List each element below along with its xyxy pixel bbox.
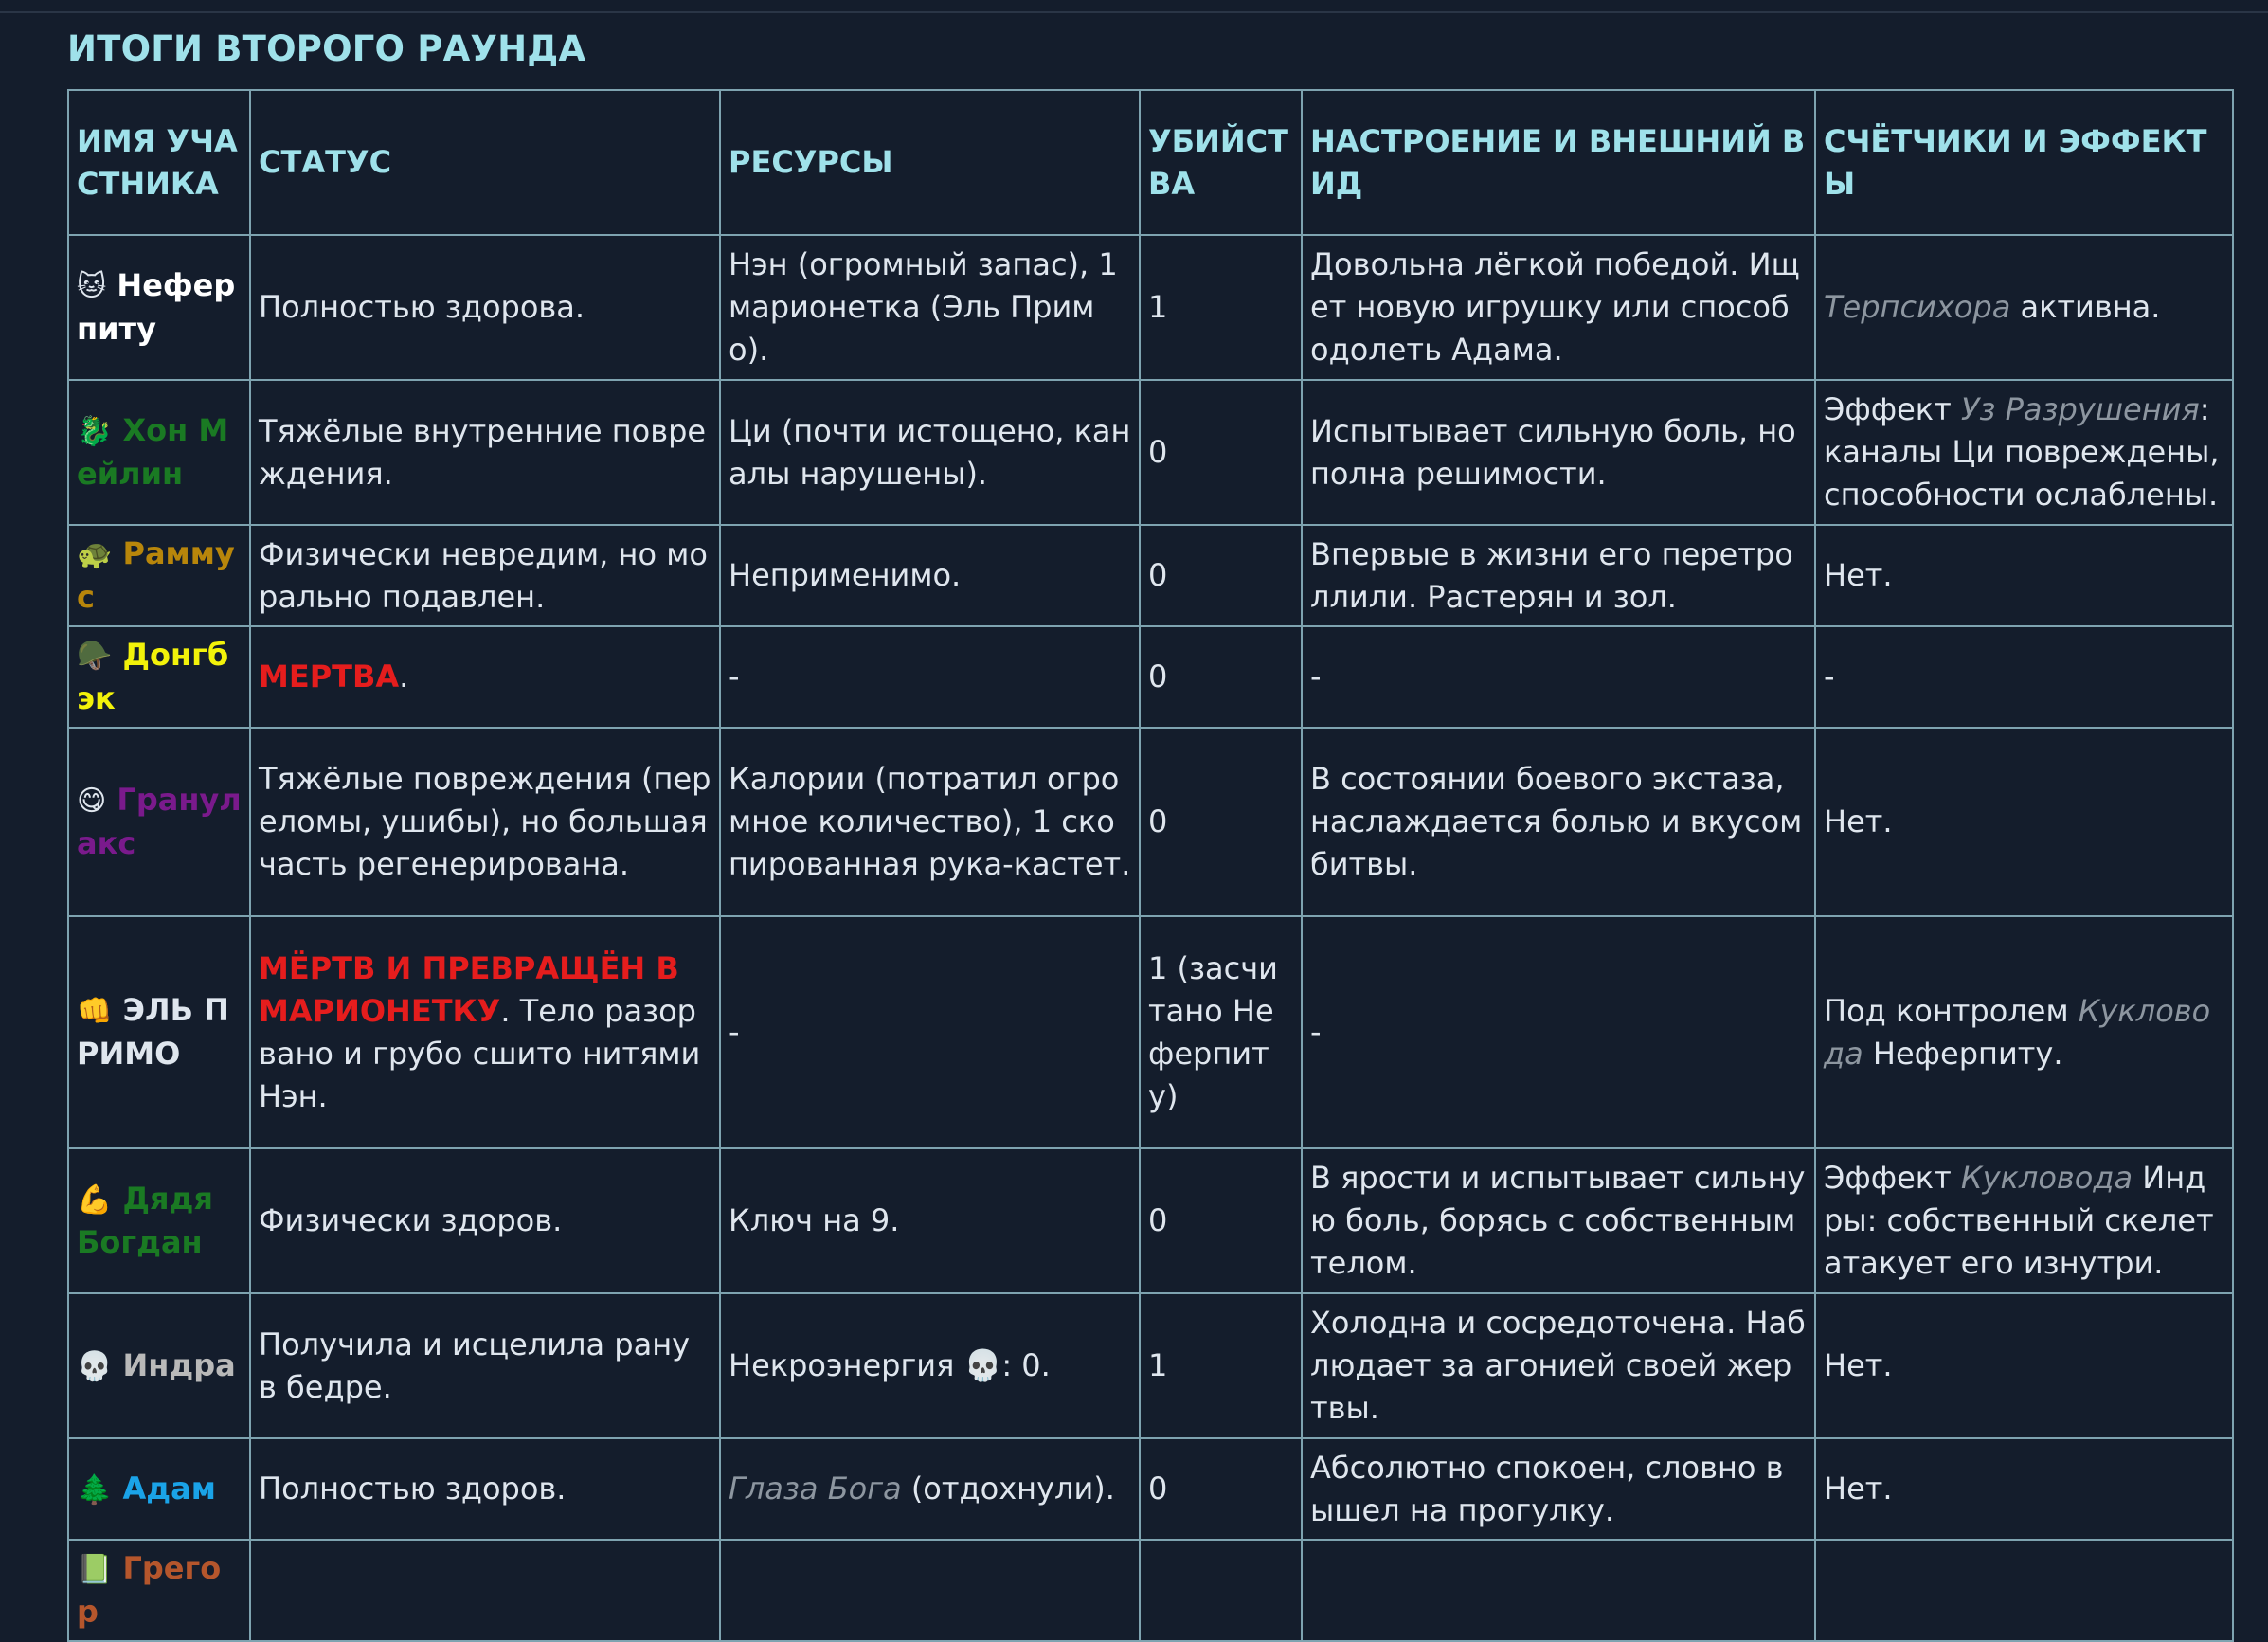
kills-cell (1140, 1540, 1302, 1641)
table-row (68, 916, 2233, 1148)
participant-name: Адам (112, 1470, 216, 1507)
cell-text: Неферпиту. (1863, 1035, 2063, 1072)
cell-text: Под контролем (1824, 992, 2079, 1029)
results-table (67, 89, 2234, 1642)
cell-text: Неприменимо. (729, 557, 962, 593)
participant-cell (68, 235, 250, 380)
kills-cell: 0 (1140, 728, 1302, 916)
kills-cell: 1 (засчитано Неферпиту) (1140, 916, 1302, 1148)
cell-text: - (1310, 1014, 1322, 1050)
dragon-icon: 🐉 (77, 415, 113, 448)
cell-text: Впервые в жизни его перетроллили. Растерян и зол. (1310, 535, 1793, 615)
resources-cell (720, 525, 1140, 626)
resources-cell (720, 1293, 1140, 1438)
effects-cell (1815, 626, 2233, 728)
participant-cell (68, 1293, 250, 1438)
resources-cell (720, 380, 1140, 525)
table-row (68, 728, 2233, 916)
participant-name: Грегор (77, 1550, 222, 1630)
green-book-icon: 📗 (77, 1553, 113, 1586)
yum-face-icon: 😋 (77, 785, 107, 818)
cell-text: Тяжёлые внутренние повреждения. (259, 412, 707, 492)
skull-icon: 💀 (77, 1349, 113, 1383)
emphasis-text: Глаза Бога (729, 1471, 902, 1507)
effects-cell (1815, 1148, 2233, 1293)
mood-cell (1302, 235, 1815, 380)
resources-cell (720, 1148, 1140, 1293)
table-row (68, 626, 2233, 728)
effects-cell (1815, 728, 2233, 916)
status-cell (250, 1438, 720, 1540)
effects-cell (1815, 1293, 2233, 1438)
cell-text: (отдохнули). (901, 1471, 1115, 1507)
flexed-biceps-icon: 💪 (77, 1183, 113, 1217)
cell-text: Эффект (1824, 391, 1961, 427)
participant-name: Донгбэк (77, 637, 229, 716)
cell-text: Нэн (огромный запас), 1 марионетка (Эль Примо). (729, 246, 1118, 368)
cell-text: . (399, 659, 409, 695)
column-header-status: СТАТУС (250, 90, 720, 235)
cell-text: Некроэнергия 💀: 0. (729, 1347, 1051, 1383)
emphasis-text: Кукловода (1824, 992, 2211, 1072)
cat-icon: 🐱 (77, 270, 107, 303)
page-title: ИТОГИ ВТОРОГО РАУНДА (67, 28, 586, 69)
participant-name: Неферпиту (77, 267, 236, 347)
cell-text: Полностью здоров. (259, 1471, 567, 1507)
kills-cell: 1 (1140, 1293, 1302, 1438)
column-header-effects: СЧЁТЧИКИ И ЭФФЕКТЫ (1815, 90, 2233, 235)
cell-text: Физически невредим, но морально подавлен. (259, 535, 708, 615)
resources-cell (720, 235, 1140, 380)
table-row (68, 1293, 2233, 1438)
effects-cell (1815, 380, 2233, 525)
participant-cell (68, 1540, 250, 1641)
column-header-kills: УБИЙСТВА (1140, 90, 1302, 235)
cell-text: Абсолютно спокоен, словно вышел на прогулку. (1310, 1449, 1784, 1528)
mood-cell (1302, 1293, 1815, 1438)
cell-text: Полностью здорова. (259, 289, 585, 325)
mood-cell (1302, 525, 1815, 626)
resources-cell (720, 916, 1140, 1148)
mood-cell (1302, 626, 1815, 728)
status-cell (250, 1293, 720, 1438)
resources-cell (720, 1540, 1140, 1641)
resources-cell (720, 728, 1140, 916)
participant-cell (68, 525, 250, 626)
resources-cell (720, 626, 1140, 728)
top-divider (0, 11, 2268, 13)
status-cell (250, 728, 720, 916)
participant-name: Дядя Богдан (77, 1181, 213, 1260)
table-row (68, 1540, 2233, 1641)
resources-cell (720, 1438, 1140, 1540)
status-cell (250, 916, 720, 1148)
participant-cell (68, 1148, 250, 1293)
death-status-text: МЁРТВ И ПРЕВРАЩЁН В МАРИОНЕТКУ (259, 949, 679, 1029)
status-cell (250, 626, 720, 728)
participant-name: Гранулакс (77, 782, 242, 861)
effects-cell (1815, 1540, 2233, 1641)
status-cell (250, 235, 720, 380)
emphasis-text: Кукловода (1960, 1160, 2133, 1196)
status-cell (250, 1148, 720, 1293)
kills-cell: 0 (1140, 1148, 1302, 1293)
kills-cell: 1 (1140, 235, 1302, 380)
participant-name: Хон Мейлин (77, 412, 229, 492)
table-row (68, 1438, 2233, 1540)
cell-text: Ключ на 9. (729, 1202, 900, 1238)
tree-icon: 🌲 (77, 1472, 113, 1507)
participant-name: Индра (112, 1346, 236, 1383)
status-cell (250, 1540, 720, 1641)
cell-text: В состоянии боевого экстаза, наслаждается болью и вкусом битвы. (1310, 761, 1803, 882)
effects-cell (1815, 916, 2233, 1148)
fist-icon: 👊 (77, 995, 113, 1028)
mood-cell (1302, 728, 1815, 916)
cell-text: Калории (потратил огромное количество), 1 скопированная рука-кастет. (729, 761, 1131, 882)
table-row (68, 1148, 2233, 1293)
column-header-mood: НАСТРОЕНИЕ И ВНЕШНИЙ ВИД (1302, 90, 1815, 235)
mood-cell (1302, 916, 1815, 1148)
helmet-icon: 🪖 (77, 640, 113, 673)
cell-text: - (1310, 659, 1322, 695)
status-cell (250, 525, 720, 626)
emphasis-text: Терпсихора (1824, 289, 2011, 325)
cell-text: - (1824, 659, 1835, 695)
effects-cell (1815, 235, 2233, 380)
turtle-icon: 🐢 (77, 538, 113, 571)
column-header-resources: РЕСУРСЫ (720, 90, 1140, 235)
cell-text: - (729, 659, 740, 695)
table-row (68, 235, 2233, 380)
participant-cell (68, 916, 250, 1148)
kills-cell: 0 (1140, 626, 1302, 728)
effects-cell (1815, 1438, 2233, 1540)
participant-cell (68, 626, 250, 728)
participant-name: ЭЛЬ ПРИМО (77, 992, 229, 1072)
participant-cell (68, 728, 250, 916)
status-cell (250, 380, 720, 525)
kills-cell: 0 (1140, 525, 1302, 626)
table-row (68, 525, 2233, 626)
cell-text: активна. (2010, 289, 2161, 325)
mood-cell (1302, 1148, 1815, 1293)
cell-text: Тяжёлые повреждения (переломы, ушибы), но большая часть регенерирована. (259, 761, 711, 882)
cell-text: Индры: собственный скелет атакует его изнутри. (1824, 1160, 2214, 1281)
cell-text: Испытывает сильную боль, но полна решимости. (1310, 412, 1796, 492)
emphasis-text: Уз Разрушения (1960, 391, 2200, 427)
kills-cell: 0 (1140, 380, 1302, 525)
participant-name: Раммус (77, 535, 235, 615)
cell-text: Эффект (1824, 1160, 1961, 1196)
participant-cell (68, 1438, 250, 1540)
mood-cell (1302, 1438, 1815, 1540)
cell-text: Ци (почти истощено, каналы нарушены). (729, 412, 1131, 492)
cell-text: : каналы Ци повреждены, способности ослаблены. (1824, 391, 2220, 513)
column-header-name: ИМЯ УЧАСТНИКА (68, 90, 250, 235)
mood-cell (1302, 380, 1815, 525)
cell-text: . Тело разорвано и грубо сшито нитями Нэн. (259, 992, 701, 1114)
cell-text: Получила и исцелила рану в бедре. (259, 1326, 691, 1405)
header-row (68, 90, 2233, 235)
cell-text: В ярости и испытывает сильную боль, борясь с собственным телом. (1310, 1160, 1806, 1281)
death-status-text: МЕРТВА (259, 659, 400, 695)
table-row (68, 380, 2233, 525)
cell-text: Физически здоров. (259, 1202, 563, 1238)
cell-text: Холодна и сосредоточена. Наблюдает за агонией своей жертвы. (1310, 1305, 1806, 1426)
mood-cell (1302, 1540, 1815, 1641)
cell-text: Нет. (1824, 1471, 1893, 1507)
kills-cell: 0 (1140, 1438, 1302, 1540)
cell-text: Нет. (1824, 803, 1893, 839)
cell-text: - (729, 1014, 740, 1050)
cell-text: Нет. (1824, 1347, 1893, 1383)
effects-cell (1815, 525, 2233, 626)
cell-text: Довольна лёгкой победой. Ищет новую игрушку или способ одолеть Адама. (1310, 246, 1800, 368)
participant-cell (68, 380, 250, 525)
cell-text: Нет. (1824, 557, 1893, 593)
